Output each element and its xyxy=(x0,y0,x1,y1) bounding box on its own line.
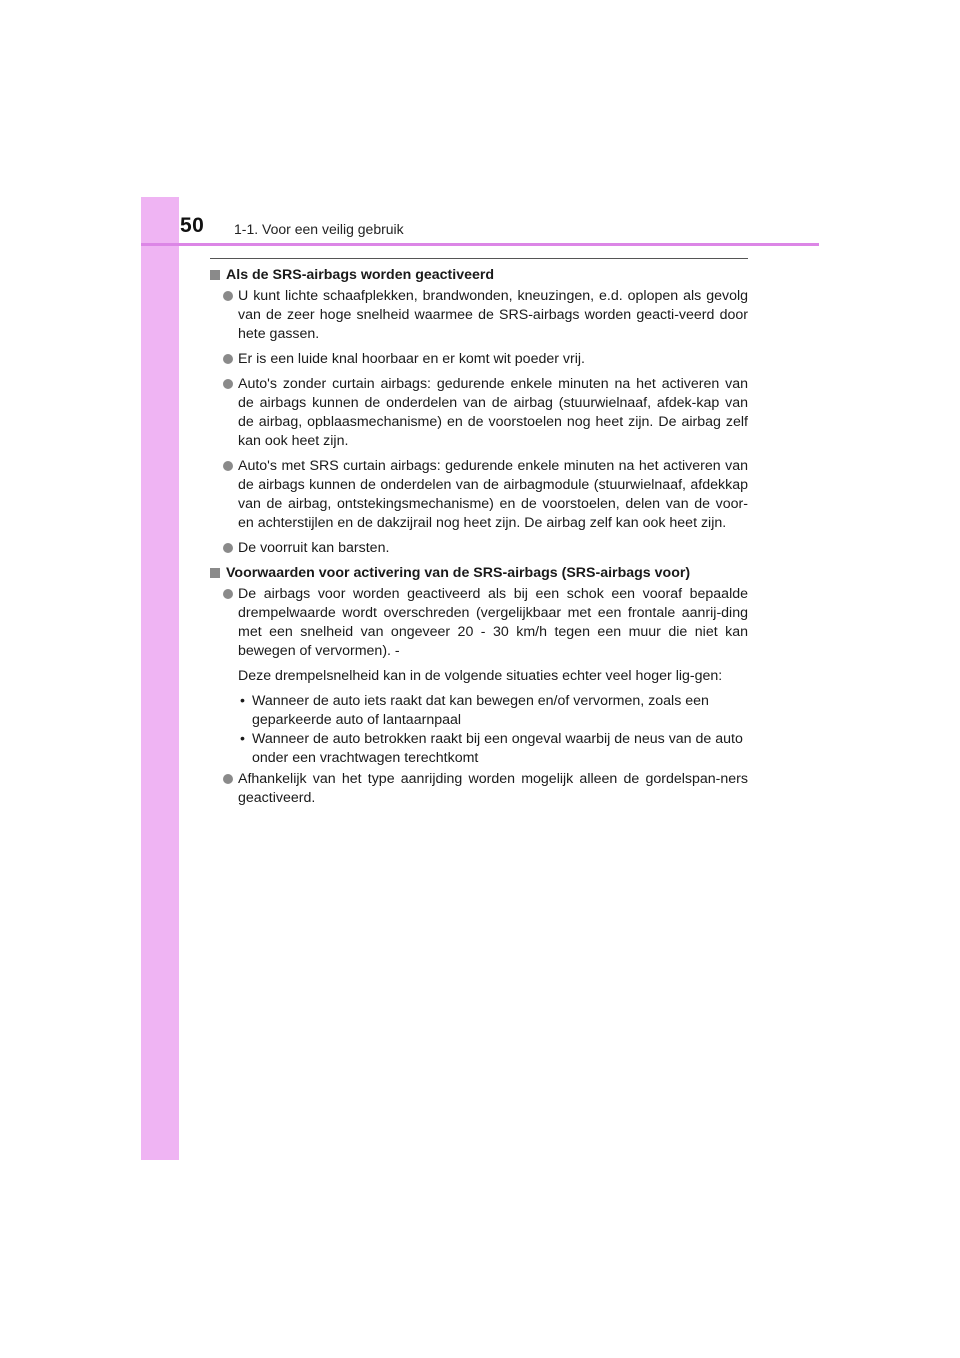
chapter-title: 1-1. Voor een veilig gebruik xyxy=(234,221,404,237)
circle-bullet-icon xyxy=(223,461,233,471)
dot-marker: • xyxy=(240,731,245,747)
circle-bullet-icon xyxy=(223,354,233,364)
circle-bullet-icon xyxy=(223,589,233,599)
list-item xyxy=(210,350,748,369)
list-item-text: De voorruit kan barsten. xyxy=(238,540,390,556)
section-heading-text: Als de SRS-airbags worden geactiveerd xyxy=(226,267,495,283)
sub-list-item-text: Wanneer de auto betrokken raakt bij een ongeval waarbij de neus van de auto onder een vrachtwagen terechtkomt xyxy=(252,731,743,766)
list-item xyxy=(210,375,748,451)
sub-list-item-text: Wanneer de auto iets raakt dat kan bewegen en/of vervormen, zoals een geparkeerde auto of lantaarnpaal xyxy=(252,693,709,728)
list-item-text: Er is een luide knal hoorbaar en er komt wit poeder vrij. xyxy=(238,351,585,367)
list-item-text: De airbags voor worden geactiveerd als bij een schok een vooraf bepaalde drempelwaarde wordt overschreden (vergelijkbaar met een frontale aanrij-ding met een snelheid van ongeveer 20 - 30 km/h tegen een muur die niet kan bewegen of vervormen). - xyxy=(238,586,748,659)
sub-list-item xyxy=(210,730,748,768)
content-rule xyxy=(210,258,748,259)
page-content xyxy=(210,266,748,814)
header-rule xyxy=(141,243,819,246)
section-heading-conditions xyxy=(210,564,748,583)
square-bullet-icon xyxy=(210,270,220,280)
list-item-text: Auto's zonder curtain airbags: gedurende enkele minuten na het activeren van de airbags kunnen de onderdelen van de airbag (stuurwielnaaf, afdek-kap van de airbag, opblaasmechanisme) en de voorstoelen nog heet zijn. De airbag zelf kan ook heet zijn. xyxy=(238,376,748,449)
list-item xyxy=(210,457,748,533)
list-item-text: Auto's met SRS curtain airbags: gedurende enkele minuten na het activeren van de airbags kunnen de onderdelen van de airbagmodule (stuurwielnaaf, afdekkap van de airbag, ontstekingsmechanisme) en de voorstoelen, delen van de voor- en achterstijlen en de dakzijrail nog heet zijn. De airbag zelf kan ook heet zijn. xyxy=(238,458,748,531)
list-item xyxy=(210,770,748,808)
side-color-strip xyxy=(141,197,179,1160)
dot-marker: • xyxy=(240,693,245,709)
list-item xyxy=(210,585,748,661)
list-item-text: U kunt lichte schaafplekken, brandwonden, kneuzingen, e.d. oplopen als gevolg van de zeer hoge snelheid waarmee de SRS-airbags worden geacti-veerd door hete gassen. xyxy=(238,288,748,342)
section-heading-activated xyxy=(210,266,748,285)
section-heading-text: Voorwaarden voor activering van de SRS-airbags (SRS-airbags voor) xyxy=(226,565,691,581)
header-tab xyxy=(141,197,179,245)
circle-bullet-icon xyxy=(223,543,233,553)
sub-list xyxy=(210,692,748,768)
list-item xyxy=(210,539,748,558)
circle-bullet-icon xyxy=(223,774,233,784)
page-number: 50 xyxy=(180,214,205,237)
list-item-text: Afhankelijk van het type aanrijding worden mogelijk alleen de gordelspan-ners geactiveerd. xyxy=(238,771,748,806)
circle-bullet-icon xyxy=(223,291,233,301)
sub-list-item xyxy=(210,692,748,730)
square-bullet-icon xyxy=(210,568,220,578)
circle-bullet-icon xyxy=(223,379,233,389)
list-item xyxy=(210,287,748,344)
threshold-paragraph: Deze drempelsnelheid kan in de volgende situaties echter veel hoger lig-gen: xyxy=(238,668,723,684)
